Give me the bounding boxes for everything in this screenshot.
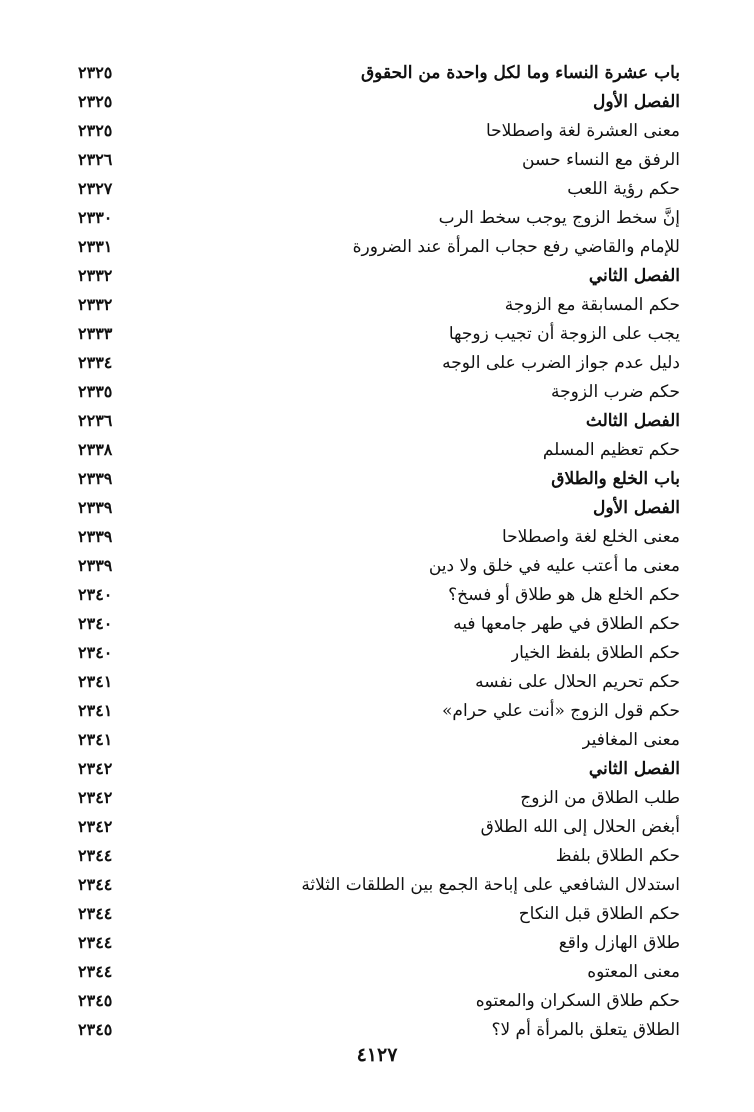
toc-entry-page: ٢٢٣٦ (78, 411, 113, 430)
toc-entry-title: معنى المغافير (582, 730, 680, 750)
toc-entry (78, 638, 680, 667)
toc-entry (78, 464, 680, 493)
toc-entry-page: ٢٣٢٥ (78, 121, 113, 140)
toc-entry (78, 435, 680, 464)
toc-entry-page: ٢٣٤٢ (78, 759, 113, 778)
toc-entry (78, 551, 680, 580)
toc-entry-title: حكم رؤية اللعب (567, 179, 680, 199)
toc-entry-page: ٢٣٢٧ (78, 179, 113, 198)
toc-entry (78, 783, 680, 812)
toc-entry-title: إنَّ سخط الزوج يوجب سخط الرب (438, 208, 680, 228)
toc-entry-title: حكم المسابقة مع الزوجة (504, 295, 680, 315)
toc-heading: الفصل الثاني (588, 759, 680, 779)
toc-entry (78, 957, 680, 986)
toc-entry (78, 754, 680, 783)
toc-entry-title: دليل عدم جواز الضرب على الوجه (442, 353, 680, 373)
toc-entry (78, 870, 680, 899)
toc-entry-page: ٢٣٤٤ (78, 904, 113, 923)
toc-entry (78, 522, 680, 551)
toc-entry (78, 406, 680, 435)
toc-entry (78, 493, 680, 522)
toc-entry-page: ٢٣٤١ (78, 672, 113, 691)
toc-entry (78, 667, 680, 696)
toc-entry-title: للإمام والقاضي رفع حجاب المرأة عند الضرورة (352, 237, 680, 257)
toc-entry-page: ٢٣٣٣ (78, 324, 113, 343)
toc-entry (78, 145, 680, 174)
toc-entry-title: معنى المعتوه (587, 962, 680, 982)
toc-heading: الفصل الأول (592, 92, 680, 112)
toc-entry-page: ٢٣٤٥ (78, 991, 113, 1010)
toc-entry (78, 609, 680, 638)
toc-entry-title: حكم تحريم الحلال على نفسه (475, 672, 680, 692)
toc-entry-page: ٢٣٣٩ (78, 527, 113, 546)
toc-entry (78, 116, 680, 145)
toc-entry-page: ٢٣٣٩ (78, 556, 113, 575)
toc-entry-page: ٢٣٤٤ (78, 875, 113, 894)
toc-entry-title: حكم الطلاق بلفظ (555, 846, 680, 866)
toc-entry-page: ٢٣٢٥ (78, 92, 113, 111)
toc-entry-page: ٢٣٤٠ (78, 614, 113, 633)
toc-heading: الفصل الثاني (588, 266, 680, 286)
toc-entry-page: ٢٣٢٦ (78, 150, 113, 169)
toc-entry-title: الرفق مع النساء حسن (522, 150, 680, 170)
toc-entry (78, 580, 680, 609)
toc-entry-page: ٢٣٣٤ (78, 353, 113, 372)
toc-entry-page: ٢٣٤٤ (78, 962, 113, 981)
table-of-contents (78, 58, 680, 1044)
toc-entry-title: حكم ضرب الزوجة (551, 382, 680, 402)
toc-entry-page: ٢٣٤٠ (78, 585, 113, 604)
toc-entry-title: حكم طلاق السكران والمعتوه (475, 991, 680, 1011)
toc-entry-title: طلاق الهازل واقع (558, 933, 680, 953)
toc-entry-page: ٢٣٣٩ (78, 469, 113, 488)
toc-heading: باب عشرة النساء وما لكل واحدة من الحقوق (360, 63, 680, 83)
toc-entry-page: ٢٣٤١ (78, 730, 113, 749)
toc-entry (78, 261, 680, 290)
toc-entry (78, 377, 680, 406)
toc-entry-page: ٢٣٣١ (78, 237, 113, 256)
toc-entry-page: ٢٣٤٠ (78, 643, 113, 662)
toc-entry-title: حكم الخلع هل هو طلاق أو فسخ؟ (448, 585, 680, 605)
toc-entry-title: معنى ما أعتب عليه في خلق ولا دين (428, 556, 680, 576)
toc-entry (78, 812, 680, 841)
toc-entry (78, 348, 680, 377)
toc-entry-page: ٢٣٤٢ (78, 788, 113, 807)
toc-entry-page: ٢٣٣٩ (78, 498, 113, 517)
toc-entry-title: معنى العشرة لغة واصطلاحا (485, 121, 680, 141)
toc-entry (78, 319, 680, 348)
toc-entry (78, 725, 680, 754)
toc-entry (78, 841, 680, 870)
toc-entry (78, 899, 680, 928)
toc-entry-page: ٢٣٤٤ (78, 933, 113, 952)
toc-entry-page: ٢٣٤٥ (78, 1020, 113, 1039)
toc-heading: باب الخلع والطلاق (551, 469, 680, 489)
toc-entry (78, 232, 680, 261)
toc-entry-page: ٢٣٤٤ (78, 846, 113, 865)
toc-entry-title: أبغض الحلال إلى الله الطلاق (480, 817, 680, 837)
toc-entry-page: ٢٣٣٢ (78, 266, 113, 285)
toc-heading: الفصل الثالث (585, 411, 680, 431)
toc-entry-title: حكم الطلاق في طهر جامعها فيه (453, 614, 680, 634)
toc-entry (78, 87, 680, 116)
toc-entry (78, 696, 680, 725)
toc-entry (78, 928, 680, 957)
toc-entry-title: استدلال الشافعي على إباحة الجمع بين الطلقات الثلاثة (301, 875, 680, 895)
toc-entry-title: حكم الطلاق قبل النكاح (518, 904, 680, 924)
toc-entry-page: ٢٣٤٢ (78, 817, 113, 836)
toc-entry-title: يجب على الزوجة أن تجيب زوجها (448, 324, 680, 344)
toc-entry-title: طلب الطلاق من الزوج (520, 788, 680, 808)
toc-entry-page: ٢٣٣٥ (78, 382, 113, 401)
toc-entry-title: حكم قول الزوج «أنت علي حرام» (442, 701, 680, 721)
toc-entry-page: ٢٣٤١ (78, 701, 113, 720)
toc-entry-title: حكم تعظيم المسلم (542, 440, 680, 460)
toc-entry (78, 290, 680, 319)
toc-entry-title: معنى الخلع لغة واصطلاحا (501, 527, 680, 547)
toc-entry (78, 58, 680, 87)
toc-entry-page: ٢٣٣٨ (78, 440, 113, 459)
toc-entry (78, 986, 680, 1015)
toc-entry-page: ٢٣٢٥ (78, 63, 113, 82)
page-number: ٤١٢٧ (356, 1044, 398, 1066)
toc-heading: الفصل الأول (592, 498, 680, 518)
toc-entry-title: الطلاق يتعلق بالمرأة أم لا؟ (491, 1020, 680, 1040)
toc-entry (78, 1015, 680, 1044)
toc-entry-title: حكم الطلاق بلفظ الخيار (510, 643, 680, 663)
toc-entry (78, 174, 680, 203)
toc-entry-page: ٢٣٣٢ (78, 295, 113, 314)
toc-entry-page: ٢٣٣٠ (78, 208, 113, 227)
toc-entry (78, 203, 680, 232)
